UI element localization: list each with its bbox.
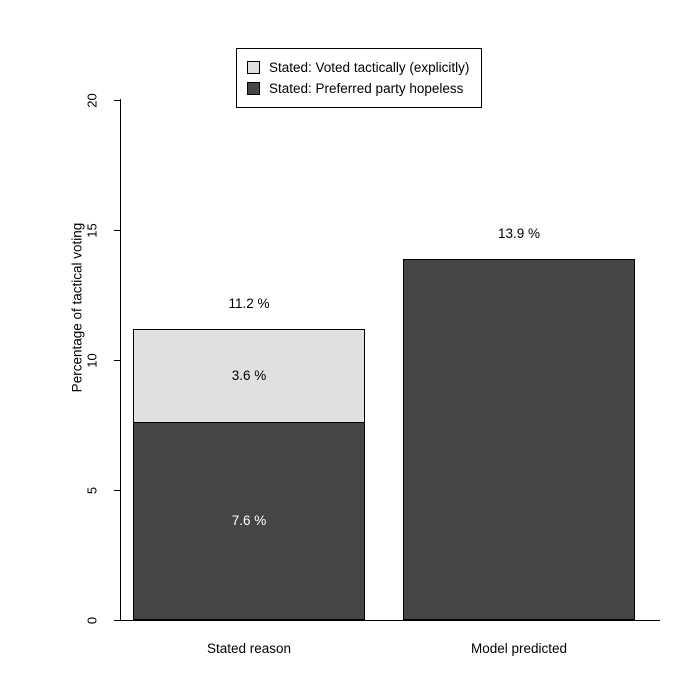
legend-item-hopeless[interactable] [247,78,469,99]
y-axis-tick-5 [114,490,120,491]
legend-swatch-icon-tactically [247,61,260,74]
legend [236,48,482,108]
y-axis-tick-20 [114,100,120,101]
legend-label-hopeless: Stated: Preferred party hopeless [269,81,464,96]
bar-segment-value-tactically: 3.6 % [231,368,267,383]
legend-label-tactically: Stated: Voted tactically (explicitly) [269,60,470,75]
bar-model-predicted[interactable] [403,259,635,620]
legend-swatch-icon-hopeless [247,82,260,95]
bar-total-label-model-predicted: 13.9 % [497,226,541,241]
legend-item-tactically[interactable] [247,57,469,78]
y-tick-text: 20 [84,93,100,108]
bar-stated-reason-hopeless[interactable] [133,422,365,620]
x-axis-category-model-predicted: Model predicted [470,641,568,656]
y-axis-tick-label-20 [72,93,112,107]
x-axis-line [120,620,660,621]
bar-segment-value-hopeless: 7.6 % [231,513,267,528]
y-axis-tick-label-0 [72,613,112,627]
y-axis-line [120,99,121,620]
y-axis-tick-10 [114,360,120,361]
bar-stated-reason-tactically[interactable] [133,329,365,423]
y-tick-text: 10 [84,353,100,368]
y-tick-text: 0 [84,616,100,625]
bar-total-label-stated-reason: 11.2 % [228,296,270,311]
x-axis-category-stated-reason: Stated reason [206,641,292,656]
y-axis-tick-0 [114,620,120,621]
y-axis-tick-label-5 [72,483,112,497]
y-tick-text: 5 [84,486,100,495]
y-axis-tick-15 [114,230,120,231]
y-axis-title: Percentage of tactical voting [69,222,85,393]
y-tick-text: 15 [84,223,100,238]
